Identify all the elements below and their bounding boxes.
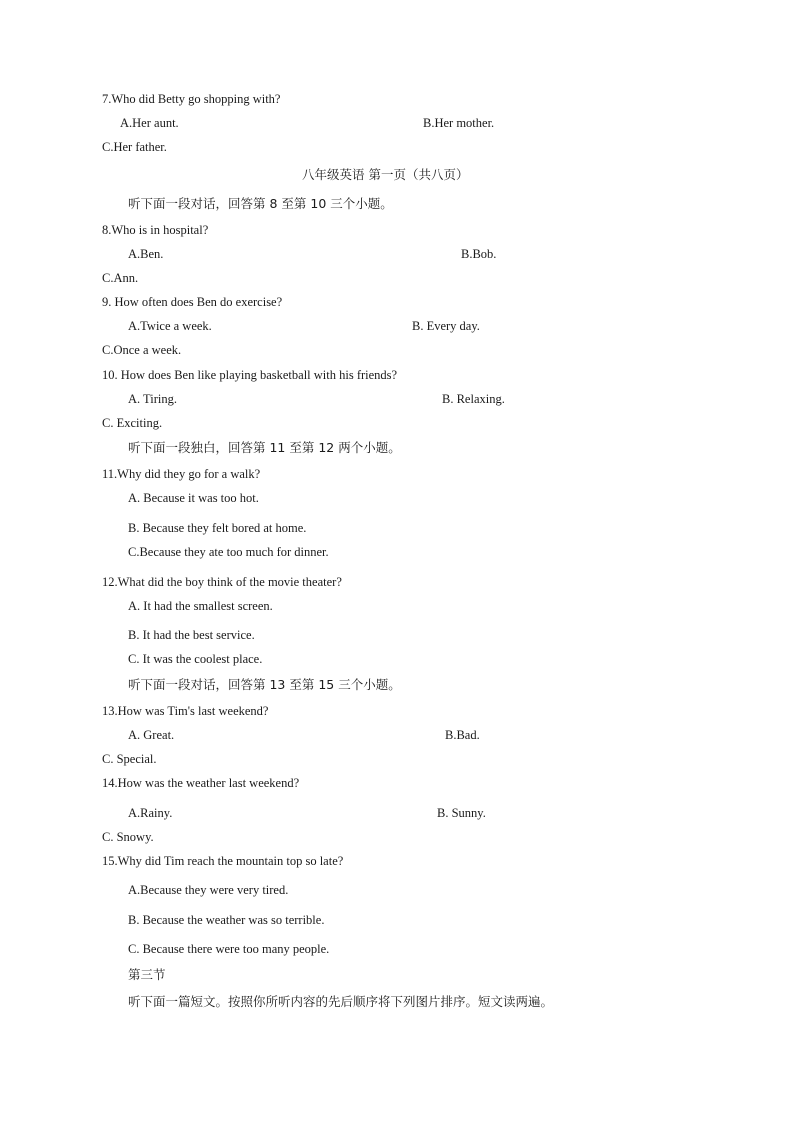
question-8: 8.Who is in hospital? — [102, 223, 209, 237]
instruction-11-12: 听下面一段独白，回答第 11 至第 12 两个小题。 — [128, 440, 401, 455]
q9-option-b: B. Every day. — [412, 319, 480, 333]
q14-option-c: C. Snowy. — [102, 830, 154, 844]
q15-option-c: C. Because there were too many people. — [128, 942, 330, 956]
instruction-8-10: 听下面一段对话，回答第 8 至第 10 三个小题。 — [128, 196, 393, 211]
q8-option-b: B.Bob. — [461, 247, 497, 261]
question-10: 10. How does Ben like playing basketball with his friends? — [102, 368, 398, 382]
q9-option-a: A.Twice a week. — [128, 319, 212, 333]
q8-option-c: C.Ann. — [102, 271, 139, 285]
q14-option-b: B. Sunny. — [437, 806, 486, 820]
q13-option-a: A. Great. — [128, 728, 175, 742]
q11-option-a: A. Because it was too hot. — [128, 491, 259, 505]
q11-option-b: B. Because they felt bored at home. — [128, 521, 307, 535]
q7-option-a: A.Her aunt. — [120, 116, 179, 130]
section-3-heading: 第三节 — [128, 967, 166, 982]
question-11: 11.Why did they go for a walk? — [102, 467, 261, 481]
question-7: 7.Who did Betty go shopping with? — [102, 92, 281, 106]
question-9: 9. How often does Ben do exercise? — [102, 295, 283, 309]
q14-option-a: A.Rainy. — [128, 806, 173, 820]
q9-option-c: C.Once a week. — [102, 343, 182, 357]
question-12: 12.What did the boy think of the movie theater? — [102, 575, 342, 589]
q15-option-b: B. Because the weather was so terrible. — [128, 913, 325, 927]
instruction-13-15: 听下面一段对话，回答第 13 至第 15 三个小题。 — [128, 677, 401, 692]
q7-option-b: B.Her mother. — [423, 116, 495, 130]
q12-option-a: A. It had the smallest screen. — [128, 599, 273, 613]
q10-option-a: A. Tiring. — [128, 392, 177, 406]
section-3-instruction: 听下面一篇短文。按照你所听内容的先后顺序将下列图片排序。短文读两遍。 — [128, 994, 554, 1009]
q15-option-a: A.Because they were very tired. — [128, 883, 289, 897]
q7-option-c: C.Her father. — [102, 140, 167, 154]
q13-option-b: B.Bad. — [445, 728, 480, 742]
q11-option-c: C.Because they ate too much for dinner. — [128, 545, 329, 559]
question-15: 15.Why did Tim reach the mountain top so late? — [102, 854, 344, 868]
q12-option-c: C. It was the coolest place. — [128, 652, 263, 666]
q10-option-b: B. Relaxing. — [442, 392, 505, 406]
q10-option-c: C. Exciting. — [102, 416, 163, 430]
page-footer: 八年级英语 第一页（共八页） — [302, 167, 469, 182]
q13-option-c: C. Special. — [102, 752, 157, 766]
q12-option-b: B. It had the best service. — [128, 628, 255, 642]
q8-option-a: A.Ben. — [128, 247, 164, 261]
question-13: 13.How was Tim's last weekend? — [102, 704, 269, 718]
question-14: 14.How was the weather last weekend? — [102, 776, 300, 790]
